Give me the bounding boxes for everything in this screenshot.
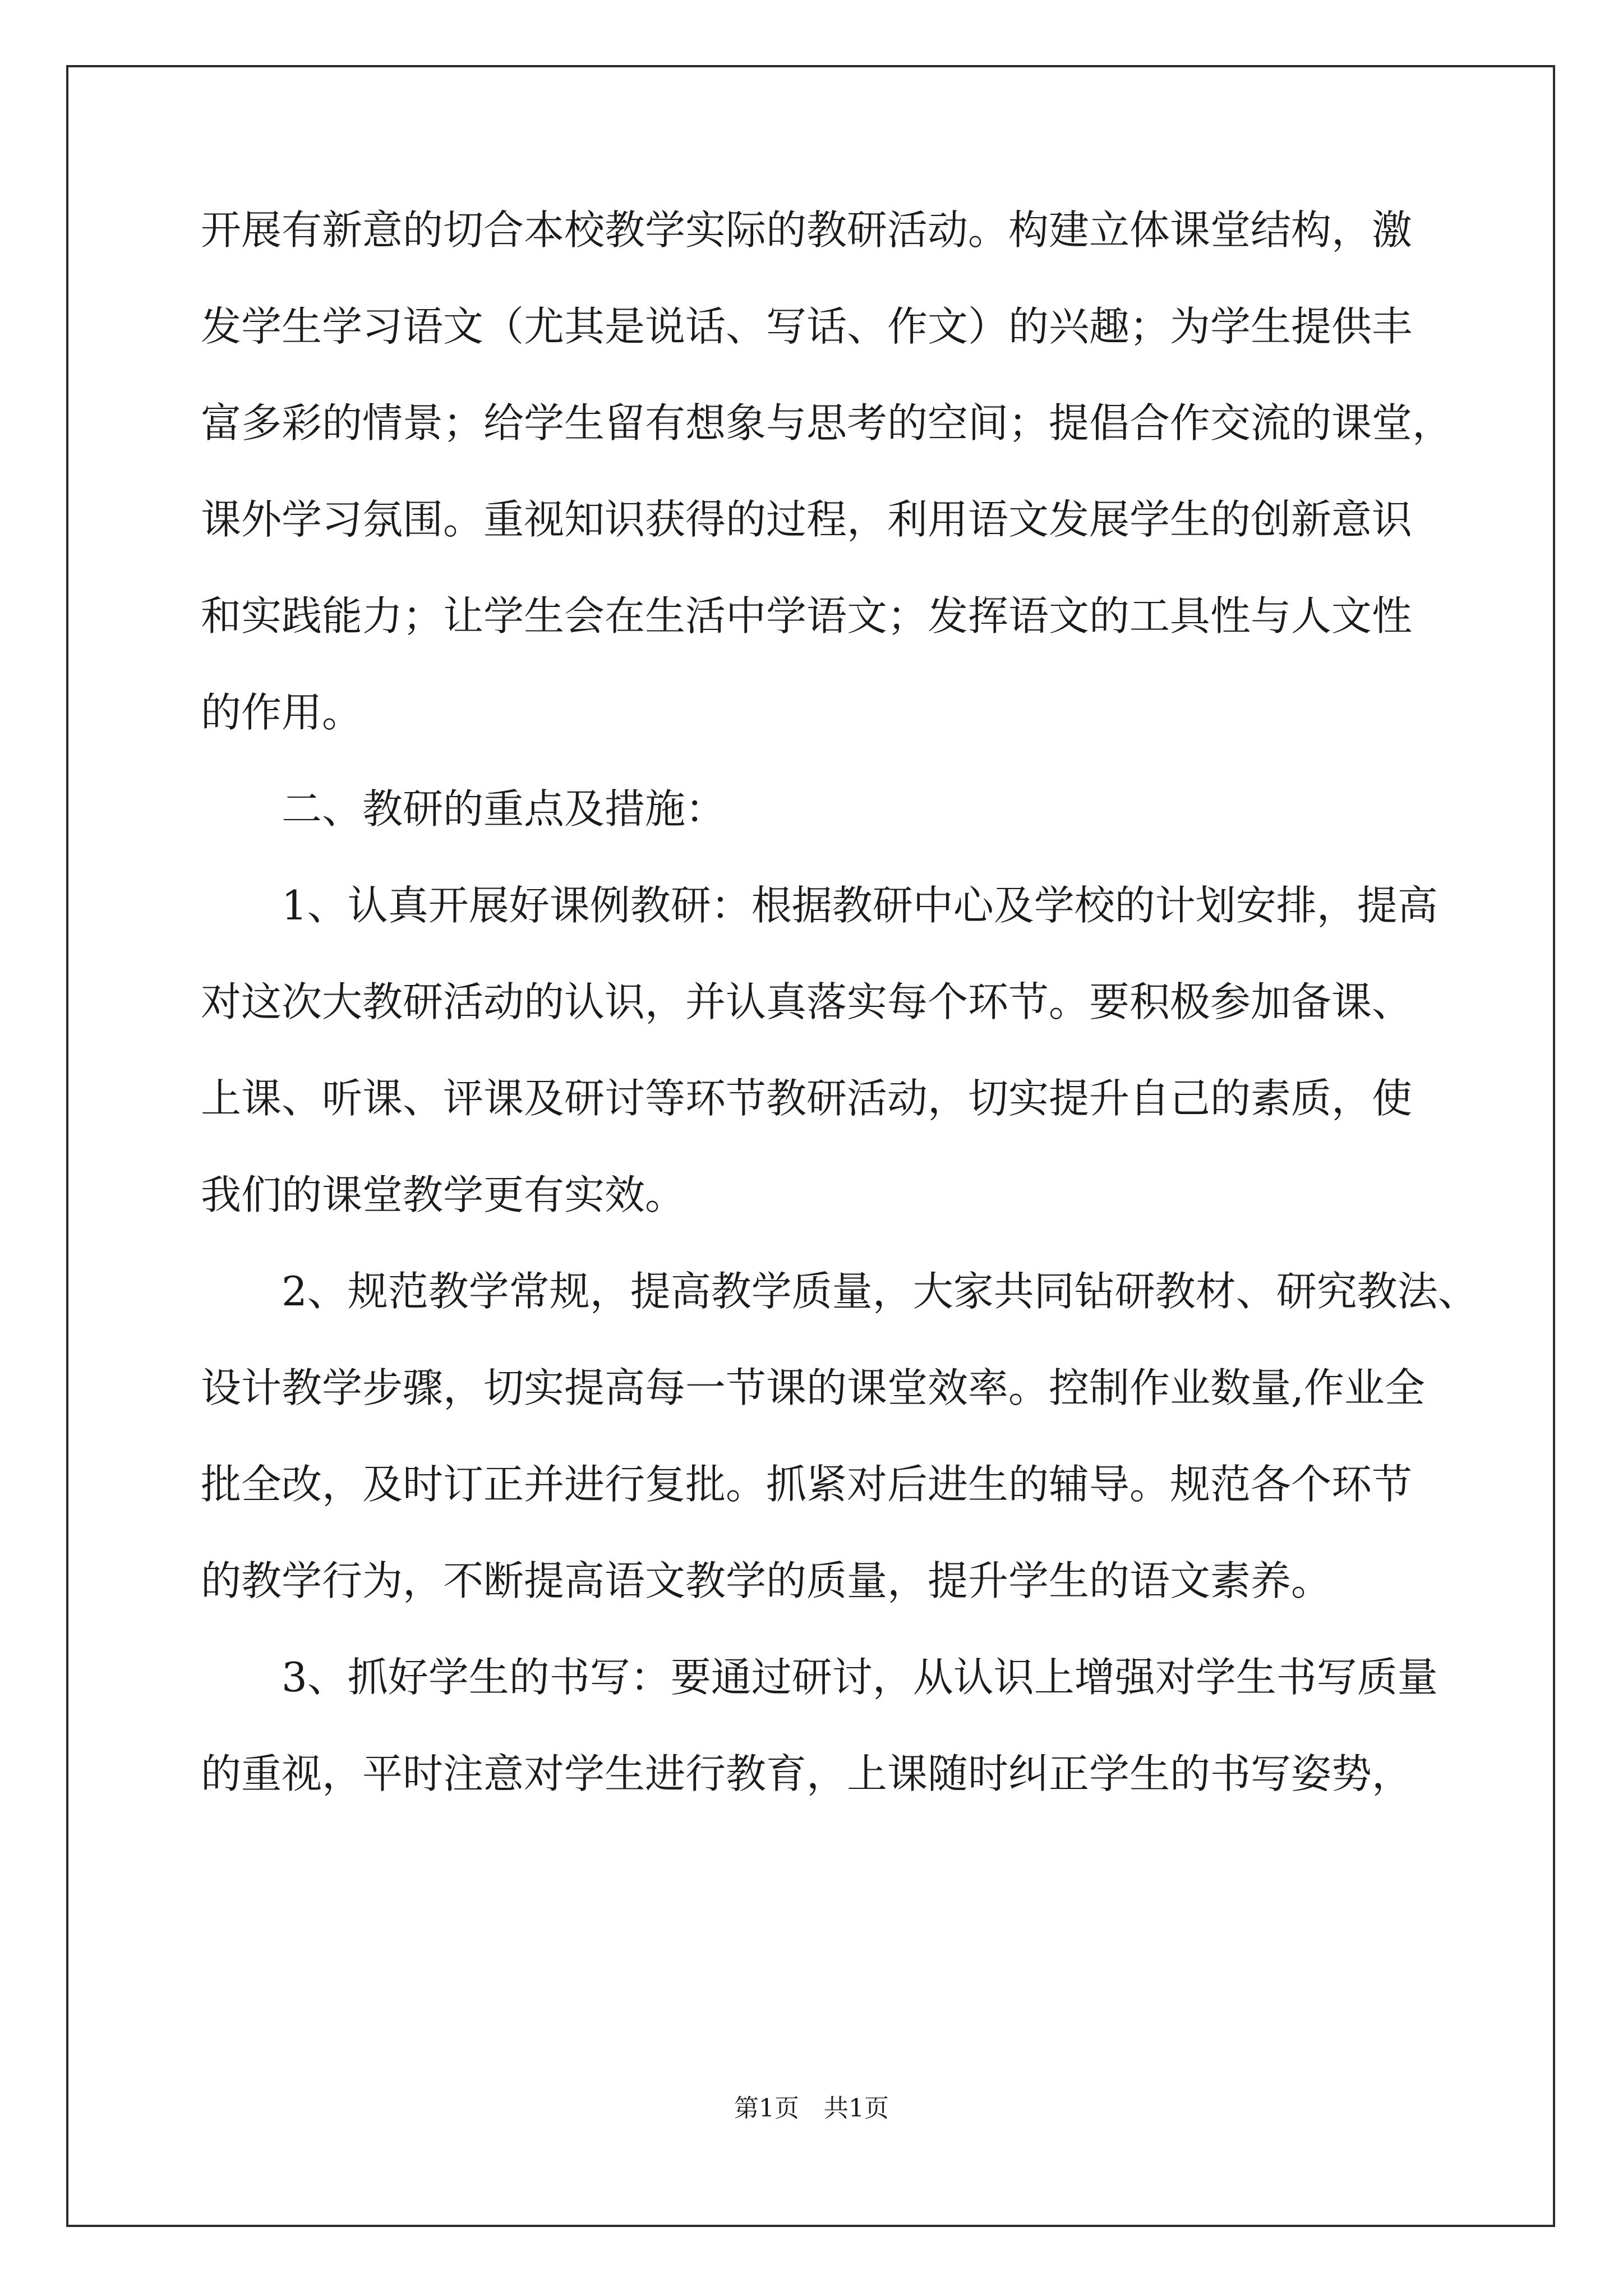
- text-line: 开展有新意的切合本校教学实际的教研活动。构建立体课堂结构，激: [201, 206, 1413, 254]
- text-line: 2、规范教学常规，提高教学质量，大家共同钻研教材、研究教法、: [201, 1268, 1478, 1315]
- text-line: 批全改，及时订正并进行复批。抓紧对后进生的辅导。规范各个环节: [201, 1461, 1413, 1508]
- text-line: 的重视，平时注意对学生进行教育，上课随时纠正学生的书写姿势，: [201, 1750, 1413, 1797]
- text-line: 的教学行为，不断提高语文教学的质量，提升学生的语文素养。: [201, 1557, 1332, 1604]
- text-line: 的作用。: [201, 689, 363, 736]
- text-line: 设计教学步骤，切实提高每一节课的课堂效率。控制作业数量,作业全: [201, 1364, 1425, 1411]
- text-line: 和实践能力；让学生会在生活中学语文；发挥语文的工具性与人文性: [201, 592, 1413, 639]
- text-line: 上课、听课、评课及研讨等环节教研活动，切实提升自己的素质，使: [201, 1075, 1413, 1122]
- text-line: 我们的课堂教学更有实效。: [201, 1171, 686, 1218]
- page-border: [66, 65, 1555, 2227]
- text-line: 3、抓好学生的书写：要通过研讨，从认识上增强对学生书写质量: [201, 1654, 1438, 1701]
- page-footer: 第1页 共1页: [734, 2094, 889, 2123]
- text-line: 对这次大教研活动的认识，并认真落实每个环节。要积极参加备课、: [201, 978, 1413, 1025]
- text-line: 1、认真开展好课例教研：根据教研中心及学校的计划安排，提高: [201, 882, 1438, 929]
- text-line: 发学生学习语文（尤其是说话、写话、作文）的兴趣；为学生提供丰: [201, 303, 1413, 350]
- text-line: 课外学习氛围。重视知识获得的过程，利用语文发展学生的创新意识: [201, 496, 1413, 543]
- section-heading: 二、教研的重点及措施：: [201, 785, 726, 832]
- text-line: 富多彩的情景；给学生留有想象与思考的空间；提倡合作交流的课堂，: [201, 399, 1453, 447]
